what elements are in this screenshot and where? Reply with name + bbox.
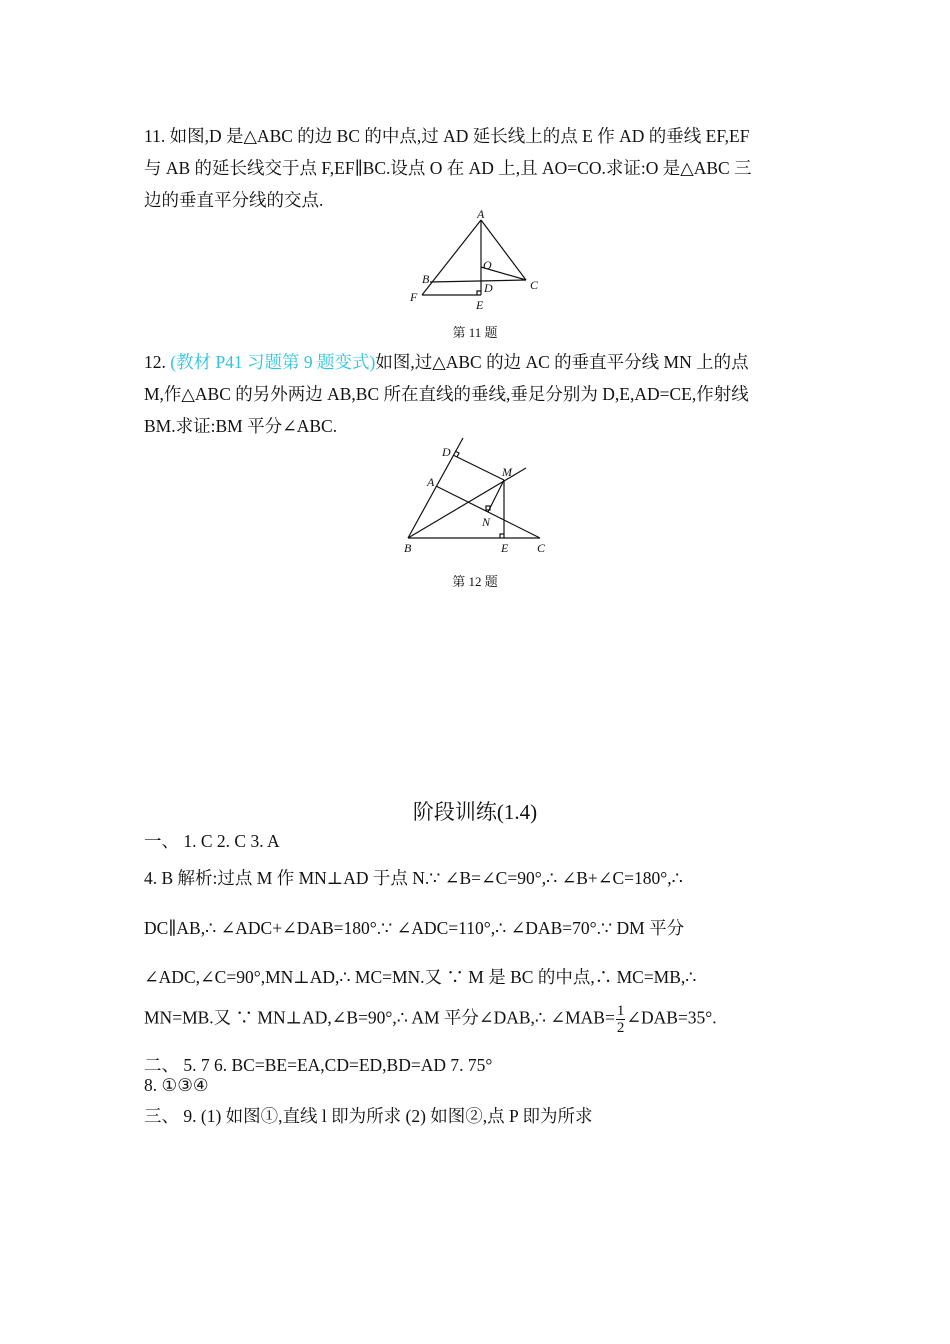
- label-F: F: [410, 290, 418, 304]
- label-C: C: [537, 541, 546, 555]
- label-B: B: [422, 272, 430, 286]
- q12-number: 12.: [144, 352, 166, 372]
- label-A: A: [477, 207, 485, 221]
- figure-11-caption: 第 11 题: [452, 325, 498, 340]
- answer-8: 8. ①③④: [144, 1075, 209, 1095]
- label-D: D: [484, 281, 493, 295]
- section-title: 阶段训练(1.4): [412, 800, 538, 824]
- answer-4-line-1: 4. B 解析:过点 M 作 MN⊥AD 于点 N.∵ ∠B=∠C=90°,∴ ∠B+∠C=180°,∴: [144, 868, 683, 888]
- q12-line-1-text: 如图,过△ABC 的边 AC 的垂直平分线 MN 上的点: [375, 352, 749, 372]
- right-angle-mark: [477, 291, 481, 295]
- line-AF: [422, 220, 481, 295]
- question-11: [144, 120, 812, 216]
- ray-BD: [408, 438, 463, 538]
- label-M: M: [502, 465, 512, 479]
- figure-12-caption: 第 12 题: [452, 574, 498, 589]
- label-E: E: [501, 541, 509, 555]
- answer-4-line-3: ∠ADC,∠C=90°,MN⊥AD,∴ MC=MN.又 ∵ M 是 BC 的中点,∴ MC=MB,∴: [144, 967, 697, 987]
- label-D: D: [442, 445, 451, 459]
- question-12: [144, 346, 812, 442]
- answers-part-3: 三、 9. (1) 如图①,直线 l 即为所求 (2) 如图②,点 P 即为所求: [144, 1106, 593, 1126]
- answer-4-line-4-pre: MN=MB.又 ∵ MN⊥AD,∠B=90°,∴ AM 平分∠DAB,∴ ∠MAB=: [144, 1007, 615, 1028]
- fraction-one-half: [616, 1003, 626, 1036]
- line-DM: [453, 455, 504, 480]
- label-E: E: [476, 298, 484, 312]
- answers-part-2: 二、 5. 7 6. BC=BE=EA,CD=ED,BD=AD 7. 75°: [144, 1055, 493, 1075]
- answer-4-line-4: [144, 1003, 717, 1036]
- q11-line-1: 11. 如图,D 是△ABC 的边 BC 的中点,过 AD 延长线上的点 E 作 AD 的垂线 EF,EF: [144, 126, 750, 146]
- figure-12: [396, 436, 556, 566]
- q12-line-2: M,作△ABC 的另外两边 AB,BC 所在直线的垂线,垂足分别为 D,E,AD=CE,作射线: [144, 384, 749, 404]
- answer-4-line-2: DC∥AB,∴ ∠ADC+∠DAB=180°.∵ ∠ADC=110°,∴ ∠DAB=70°.∵ DM 平分: [144, 918, 685, 938]
- answers-part-1: 一、 1. C 2. C 3. A: [144, 831, 280, 851]
- label-B: B: [404, 541, 412, 555]
- label-N: N: [482, 515, 491, 529]
- q11-line-2: 与 AB 的延长线交于点 F,EF∥BC.设点 O 在 AD 上,且 AO=CO.求证:O 是△ABC 三: [144, 158, 752, 178]
- label-A: A: [427, 475, 435, 489]
- label-O: O: [483, 258, 492, 272]
- q12-line-1: [144, 346, 812, 378]
- fraction-denominator: 2: [616, 1020, 625, 1036]
- line-BC: [430, 280, 526, 282]
- answer-4-line-4-post: ∠DAB=35°.: [626, 1007, 717, 1028]
- q12-source-tag: (教材 P41 习题第 9 题变式): [170, 352, 376, 372]
- q11-line-3: 边的垂直平分线的交点.: [144, 190, 324, 210]
- figure-11: [400, 205, 550, 320]
- q12-line-3: BM.求证:BM 平分∠ABC.: [144, 416, 338, 436]
- fraction-numerator: 1: [616, 1003, 625, 1019]
- label-C: C: [530, 278, 539, 292]
